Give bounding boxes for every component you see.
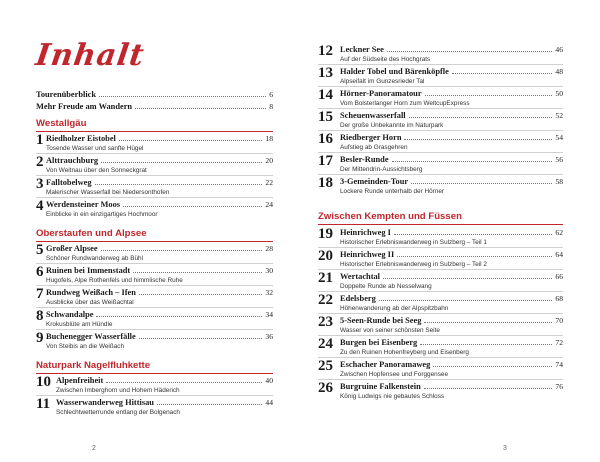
tour-subtitle: Vom Bolsterlanger Horn zum WeltcupExpress	[340, 100, 470, 107]
tour-subtitle: Der Mittendrin-Aussichtsberg	[340, 166, 423, 173]
row-divider	[36, 197, 273, 198]
leader-dots	[96, 315, 262, 317]
leader-dots	[101, 161, 262, 163]
toc-page-number: 48	[555, 67, 563, 76]
tour-number: 11	[36, 396, 51, 412]
leader-dots	[123, 205, 262, 207]
toc-entry[interactable]	[36, 155, 273, 177]
tour-title-row	[340, 272, 563, 281]
leader-dots	[135, 107, 266, 109]
toc-page-number: 6	[269, 90, 273, 99]
row-divider	[318, 247, 563, 248]
row-divider	[36, 175, 273, 176]
toc-entry[interactable]	[36, 265, 273, 287]
tour-title: Alpenfreiheit	[56, 376, 104, 385]
tour-title-row	[46, 156, 273, 165]
tour-subtitle: Zwischen Hopfensee und Forggensee	[340, 371, 448, 378]
toc-entry[interactable]	[36, 397, 273, 419]
tour-number: 9	[36, 330, 44, 346]
tour-number: 1	[36, 132, 44, 148]
tour-title: Falltobelweg	[46, 178, 92, 187]
section-heading: Zwischen Kempten und Füssen	[318, 211, 462, 222]
tour-subtitle: Schlechtwetterrunde entlang der Bolgenach	[56, 409, 180, 416]
toc-page-number: 34	[265, 310, 273, 319]
leader-dots	[99, 95, 266, 97]
toc-entry[interactable]	[318, 132, 563, 154]
tour-subtitle: Hugofels, Alpe Rothenfels und himmlische Ruhe	[46, 277, 183, 284]
row-divider	[318, 64, 563, 65]
toc-entry[interactable]	[318, 154, 563, 176]
section-rule	[318, 224, 563, 225]
tour-title-row	[340, 316, 563, 325]
tour-title: Wasserwanderweg Hittisau	[56, 398, 154, 407]
tour-title-row	[46, 288, 273, 297]
tour-number: 25	[318, 358, 333, 374]
tour-subtitle: Einblicke in ein einzigartiges Hochmoor	[46, 211, 158, 218]
leader-dots	[139, 337, 263, 339]
toc-page-number: 24	[265, 200, 273, 209]
toc-entry[interactable]	[36, 375, 273, 397]
toc-entry[interactable]	[318, 110, 563, 132]
row-divider	[318, 86, 563, 87]
row-divider	[318, 269, 563, 270]
tour-title: Rundweg Weißach – Ifen	[46, 288, 136, 297]
tour-number: 21	[318, 270, 333, 286]
page-number-left: 2	[92, 445, 96, 452]
tour-title-row	[56, 376, 273, 385]
row-divider	[318, 108, 563, 109]
tour-title-row	[46, 200, 273, 209]
toc-entry[interactable]	[318, 315, 563, 337]
tour-title: Burgruine Falkenstein	[340, 382, 421, 391]
tour-subtitle: Lockere Runde unterhalb der Hörner	[340, 188, 445, 195]
toc-entry[interactable]	[318, 66, 563, 88]
row-divider	[318, 291, 563, 292]
leader-dots	[139, 293, 263, 295]
tour-number: 26	[318, 380, 333, 396]
toc-page-number: 28	[265, 244, 273, 253]
leader-dots	[95, 183, 263, 185]
tour-subtitle: Aufstieg ab Grasgehren	[340, 144, 408, 151]
tour-number: 24	[318, 336, 333, 352]
tour-number: 20	[318, 248, 333, 264]
tour-number: 5	[36, 242, 44, 258]
tour-title: Heinrichweg I	[340, 228, 391, 237]
tour-title: Heinrichweg II	[340, 250, 395, 259]
toc-entry[interactable]	[318, 88, 563, 110]
tour-title-row	[46, 332, 273, 341]
tour-number: 3	[36, 176, 44, 192]
row-divider	[318, 152, 563, 153]
section-heading: Westallgäu	[36, 118, 87, 129]
tour-subtitle: Zu den Ruinen Hohenfreyberg und Eisenberg	[340, 349, 469, 356]
tour-title-row	[340, 89, 563, 98]
tour-title-row	[340, 338, 563, 347]
toc-page-number: 62	[555, 228, 563, 237]
tour-subtitle: Schöner Rundwanderweg ab Bühl	[46, 255, 143, 262]
toc-page-number: 72	[555, 338, 563, 347]
tour-title: Burgen bei Eisenberg	[340, 338, 418, 347]
tour-title: Leckner See	[340, 45, 384, 54]
tour-number: 6	[36, 264, 44, 280]
tour-number: 13	[318, 65, 333, 81]
tour-title: Alttrauchburg	[46, 156, 99, 165]
row-divider	[318, 174, 563, 175]
toc-page-number: 52	[555, 111, 563, 120]
toc-entry-freude[interactable]	[36, 102, 273, 111]
toc-entry[interactable]	[318, 44, 563, 66]
row-divider	[36, 307, 273, 308]
tour-title-row	[340, 155, 563, 164]
row-divider	[318, 313, 563, 314]
toc-entry[interactable]	[318, 176, 563, 198]
toc-page-number: 20	[265, 156, 273, 165]
tour-title: 3-Gemeinden-Tour	[340, 177, 409, 186]
tour-subtitle: Ausblicke über das Weißachtal	[46, 299, 134, 306]
tour-title-row	[340, 67, 563, 76]
row-divider	[318, 379, 563, 380]
toc-entry[interactable]	[318, 227, 563, 249]
leader-dots	[157, 403, 262, 405]
row-divider	[36, 329, 273, 330]
row-divider	[318, 130, 563, 131]
toc-entry-label: Mehr Freude am Wandern	[36, 102, 133, 111]
toc-page-number: 44	[265, 398, 273, 407]
section-rule	[36, 131, 273, 132]
leader-dots	[420, 343, 552, 345]
leader-dots	[106, 381, 262, 383]
toc-page-number: 70	[555, 316, 563, 325]
tour-subtitle: Von Steibis an die Weißach	[46, 343, 125, 350]
section-heading: Oberstaufen und Alpsee	[36, 228, 147, 239]
toc-entry[interactable]	[318, 337, 563, 359]
toc-entry[interactable]	[36, 133, 273, 155]
tour-title-row	[46, 178, 273, 187]
leader-dots	[379, 299, 553, 301]
tour-title: Großer Alpsee	[46, 244, 98, 253]
row-divider	[36, 285, 273, 286]
tour-title: Edelsberg	[340, 294, 376, 303]
tour-subtitle: Auf der Südseite des Hochgrats	[340, 56, 431, 63]
tour-title: 5-Seen-Runde bei Seeg	[340, 316, 422, 325]
leader-dots	[397, 255, 552, 257]
section-rule	[36, 241, 273, 242]
right-page	[300, 0, 600, 462]
tour-subtitle: Zwischen Imberghorn und Hohem Häderich	[56, 387, 180, 394]
leader-dots	[133, 271, 262, 273]
page-title: Inhalt	[33, 38, 147, 73]
tour-title-row	[340, 382, 563, 391]
toc-entry[interactable]	[318, 271, 563, 293]
tour-title-row	[340, 250, 563, 259]
tour-title: Buchenegger Wasserfälle	[46, 332, 136, 341]
tour-number: 2	[36, 154, 44, 170]
toc-entry[interactable]	[36, 287, 273, 309]
tour-title: Scheuenwasserfall	[340, 111, 406, 120]
tour-title: Ruinen bei Immenstadt	[46, 266, 131, 275]
tour-title-row	[340, 228, 563, 237]
toc-page-number: 74	[555, 360, 563, 369]
tour-title-row	[340, 133, 563, 142]
leader-dots	[392, 160, 553, 162]
tour-subtitle: Alpseifalt im Gunzesrieder Tal	[340, 78, 425, 85]
tour-title-row	[46, 310, 273, 319]
section-heading: Naturpark Nagelfluhkette	[36, 360, 151, 371]
toc-entry[interactable]	[318, 293, 563, 315]
tour-title-row	[56, 398, 273, 407]
tour-subtitle: Malerischer Wasserfall bei Niedersonthofen	[46, 189, 170, 196]
toc-entry[interactable]	[318, 381, 563, 403]
tour-number: 18	[318, 175, 333, 191]
toc-page-number: 8	[269, 102, 273, 111]
toc-page-number: 50	[555, 89, 563, 98]
tour-title-row	[46, 266, 273, 275]
tour-subtitle: Historischer Erlebniswanderweg in Sulzberg – Teil 2	[340, 261, 487, 268]
leader-dots	[119, 139, 263, 141]
tour-subtitle: Doppelte Runde ab Nesselwang	[340, 283, 432, 290]
tour-subtitle: Höhenwanderung ab der Alpspitzbahn	[340, 305, 449, 312]
toc-page-number: 58	[555, 177, 563, 186]
toc-page-number: 64	[555, 250, 563, 259]
tour-number: 4	[36, 198, 44, 214]
leader-dots	[101, 249, 263, 251]
toc-page-number: 22	[265, 178, 273, 187]
toc-page-number: 76	[555, 382, 563, 391]
tour-title-row	[46, 244, 273, 253]
tour-number: 15	[318, 109, 333, 125]
tour-title: Eschacher Panoramaweg	[340, 360, 431, 369]
tour-title-row	[340, 111, 563, 120]
row-divider	[318, 335, 563, 336]
tour-subtitle: Von Weitnau über den Sonneckgrat	[46, 167, 147, 174]
tour-number: 17	[318, 153, 333, 169]
row-divider	[36, 395, 273, 396]
tour-title: Riedberger Horn	[340, 133, 402, 142]
leader-dots	[411, 182, 552, 184]
leader-dots	[424, 321, 552, 323]
tour-number: 8	[36, 308, 44, 324]
tour-title: Halder Tobel und Bärenköpfle	[340, 67, 449, 76]
leader-dots	[394, 233, 552, 235]
tour-subtitle: Tosende Wasser und sanfte Hügel	[46, 145, 144, 152]
toc-entry-label: Tourenüberblick	[36, 90, 97, 99]
tour-number: 19	[318, 226, 333, 242]
tour-title-row	[340, 294, 563, 303]
page-number-right: 3	[503, 445, 507, 452]
leader-dots	[404, 138, 552, 140]
toc-entry[interactable]	[36, 199, 273, 221]
tour-number: 14	[318, 87, 333, 103]
tour-subtitle: Krokusblüte am Hündle	[46, 321, 113, 328]
toc-entry-touren[interactable]	[36, 90, 273, 99]
tour-title: Wertachtal	[340, 272, 381, 281]
toc-page-number: 30	[265, 266, 273, 275]
tour-subtitle: König Ludwigs nie gebautes Schloss	[340, 393, 445, 400]
tour-title: Werdensteiner Moos	[46, 200, 121, 209]
toc-page-number: 36	[265, 332, 273, 341]
row-divider	[36, 153, 273, 154]
tour-subtitle: Wasser von seiner schönsten Seite	[340, 327, 440, 334]
toc-entry[interactable]	[36, 177, 273, 199]
tour-title: Riedholzer Eistobel	[46, 134, 116, 143]
toc-entry[interactable]	[36, 309, 273, 331]
tour-title: Hörner-Panoramatour	[340, 89, 422, 98]
leader-dots	[383, 277, 552, 279]
tour-number: 22	[318, 292, 333, 308]
tour-number: 12	[318, 43, 333, 59]
row-divider	[36, 263, 273, 264]
leader-dots	[425, 94, 553, 96]
toc-page-number: 40	[265, 376, 273, 385]
tour-title-row	[46, 134, 273, 143]
toc-page-number: 54	[555, 133, 563, 142]
tour-title: Besler-Runde	[340, 155, 389, 164]
row-divider	[318, 357, 563, 358]
toc-page-number: 18	[265, 134, 273, 143]
tour-title-row	[340, 177, 563, 186]
toc-entry[interactable]	[318, 249, 563, 271]
tour-title-row	[340, 360, 563, 369]
tour-title: Schwandalpe	[46, 310, 94, 319]
toc-page-number: 56	[555, 155, 563, 164]
leader-dots	[387, 50, 553, 52]
toc-page-number: 68	[555, 294, 563, 303]
section-rule	[36, 373, 273, 374]
toc-page-number: 66	[555, 272, 563, 281]
toc-page-number: 32	[265, 288, 273, 297]
tour-title-row	[340, 45, 563, 54]
toc-entry[interactable]	[36, 331, 273, 353]
tour-number: 7	[36, 286, 44, 302]
toc-page-number: 46	[555, 45, 563, 54]
tour-number: 23	[318, 314, 333, 330]
tour-subtitle: Der große Unbekannte im Naturpark	[340, 122, 444, 129]
leader-dots	[452, 72, 553, 74]
tour-number: 10	[36, 374, 51, 390]
tour-subtitle: Historischer Erlebniswanderweg in Sulzberg – Teil 1	[340, 239, 487, 246]
toc-entry[interactable]	[318, 359, 563, 381]
leader-dots	[409, 116, 553, 118]
leader-dots	[424, 387, 553, 389]
toc-entry[interactable]	[36, 243, 273, 265]
tour-number: 16	[318, 131, 333, 147]
leader-dots	[433, 365, 552, 367]
